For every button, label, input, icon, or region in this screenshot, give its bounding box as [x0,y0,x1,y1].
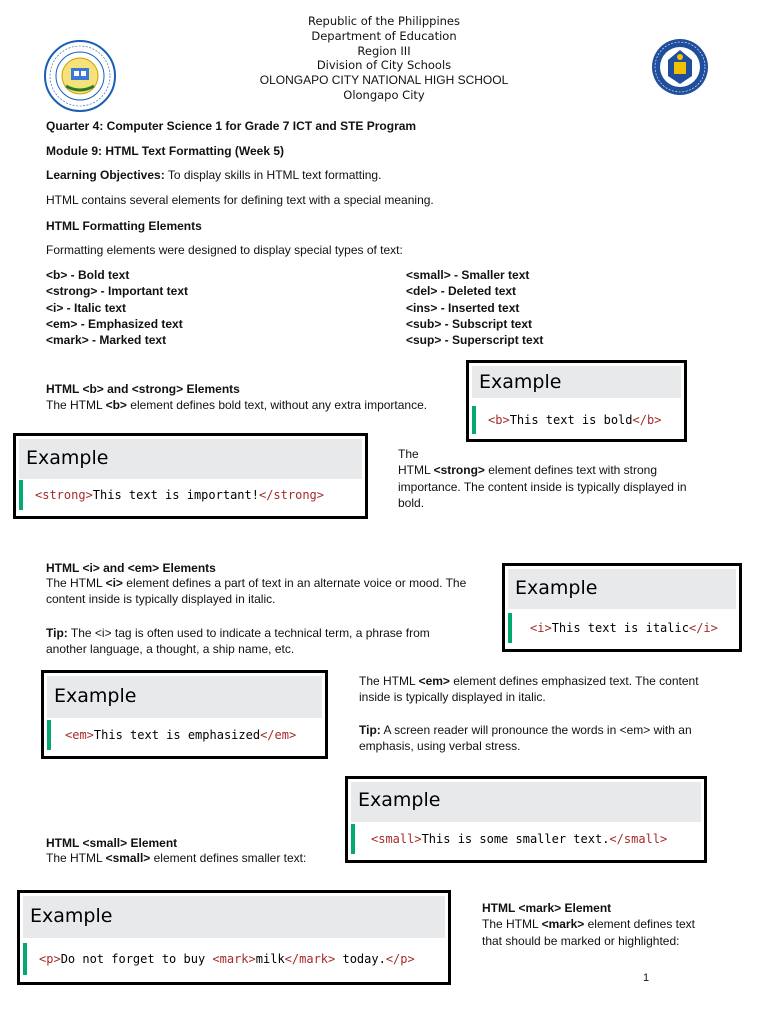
tip-label: Tip: [359,723,381,737]
list-item: <mark> - Marked text [46,333,167,348]
i-em-heading: HTML <i> and <em> Elements [46,561,216,575]
example-box-strong [13,433,368,519]
text: The <i> tag is often used to indicate a technical term, a phrase from [67,626,430,640]
text: element defines bold text, without any extra importance. [126,398,428,412]
text: inside is typically displayed in italic. [359,690,546,705]
tip-label: Tip: [46,626,68,640]
small-heading: HTML <small> Element [46,836,178,850]
list-item: <del> - Deleted text [406,284,517,299]
b-strong-heading: HTML <b> and <strong> Elements [46,382,240,396]
text: another language, a thought, a ship name, etc. [46,642,295,657]
header-line-republic: Republic of the Philippines [307,14,461,28]
deped-seal-logo [651,38,709,96]
code-sample [472,406,681,434]
example-title: Example [358,789,441,811]
code-tag: </p> [385,952,415,966]
code-tag: <b> [488,413,510,427]
code-tag: </strong> [258,488,324,502]
list-item: <strong> - Important text [46,284,189,299]
code-tag: </mark> [284,952,336,966]
header-line-city: Olongapo City [343,87,425,102]
code-tag: <p> [39,952,61,966]
text: importance. The content inside is typically displayed in [398,479,687,494]
text: element defines text with strong [484,463,658,478]
tag-text: <mark> [541,917,585,932]
tag-text: <strong> [433,463,485,478]
header-line-school: OLONGAPO CITY NATIONAL HIGH SCHOOL [259,73,509,88]
mark-heading: HTML <mark> Element [482,901,612,915]
formatting-desc: Formatting elements were designed to display special types of text: [46,243,403,257]
module-title: Module 9: HTML Text Formatting (Week 5) [46,144,285,158]
text: HTML [398,463,434,478]
code-tag: <mark> [212,952,256,966]
text: The HTML [46,851,106,865]
code-sample [351,824,701,854]
list-item: <sub> - Subscript text [406,316,533,331]
example-box-em [41,670,328,759]
i-desc [46,575,486,608]
example-title: Example [26,447,109,469]
code-tag: <i> [530,621,552,635]
example-box-b [466,360,687,442]
code-text: This text is bold [509,413,633,427]
header-line-region: Region III [357,43,411,58]
header-line-deped: Department of Education [311,28,457,43]
code-sample [23,943,445,975]
text: element defines a part of text in an alternate voice or mood. The [122,576,467,590]
tag-text: <b> [105,398,127,412]
code-text: This text is important! [92,488,259,502]
list-item: <b> - Bold text [46,268,130,282]
text: The HTML [46,398,106,412]
example-title: Example [54,685,137,707]
tip-i [46,625,466,658]
em-desc [359,673,739,706]
tag-text: <em> [418,674,450,688]
text: element defines text [584,917,696,932]
code-tag: </em> [260,728,297,742]
text: element defines smaller text: [150,851,307,865]
text: The HTML [359,674,419,688]
strong-desc [398,446,728,511]
example-box-i [502,563,742,652]
code-sample [19,480,362,510]
text: The HTML [46,576,106,590]
list-item: <em> - Emphasized text [46,316,183,331]
objectives-label: Learning Objectives: [46,168,165,182]
code-text: today. [335,952,386,966]
code-sample [47,720,322,750]
code-text: milk [255,952,285,966]
code-text: Do not forget to buy [60,952,213,966]
text: bold. [398,495,425,510]
code-tag: </small> [609,832,668,846]
tag-text: <i> [105,576,123,590]
small-desc [46,850,306,866]
text: emphasis, using verbal stress. [359,739,521,754]
code-tag: </b> [632,413,662,427]
formatting-heading: HTML Formatting Elements [46,219,202,233]
code-text: This is some smaller text. [421,832,610,846]
list-item: <i> - Italic text [46,300,127,315]
text: A screen reader will pronounce the words in <em> with an [380,723,692,737]
code-sample [508,613,736,643]
school-seal-logo [44,40,116,112]
intro-paragraph: HTML contains several elements for defining text with a special meaning. [46,193,434,207]
code-tag: <strong> [35,488,93,502]
elements-list-right [406,267,543,348]
code-tag: <em> [65,728,94,742]
text: The [398,447,419,461]
tip-em [359,722,739,755]
example-box-mark [17,890,451,985]
code-tag: <small> [371,832,422,846]
elements-list-left [46,267,188,348]
learning-objectives [46,167,381,183]
example-title: Example [479,371,562,393]
list-item: <ins> - Inserted text [406,300,520,315]
b-desc [46,397,427,413]
text: element defines emphasized text. The content [449,674,699,688]
example-title: Example [30,905,113,927]
code-text: This text is italic [551,621,689,635]
text: content inside is typically displayed in italic. [46,592,276,607]
header-line-division: Division of City Schools [316,58,452,73]
example-box-small [345,776,707,863]
example-title: Example [515,577,598,599]
mark-section [482,900,742,949]
list-item: <small> - Smaller text [406,268,530,282]
page-number: 1 [643,972,650,984]
objectives-text: To display skills in HTML text formatting. [164,168,382,182]
list-item: <sup> - Superscript text [406,333,544,348]
code-text: This text is emphasized [93,728,261,742]
tag-text: <small> [105,851,151,865]
quarter-title: Quarter 4: Computer Science 1 for Grade 7 ICT and STE Program [46,119,417,133]
text: that should be marked or highlighted: [482,933,680,948]
code-tag: </i> [688,621,718,635]
text: The HTML [482,917,542,932]
